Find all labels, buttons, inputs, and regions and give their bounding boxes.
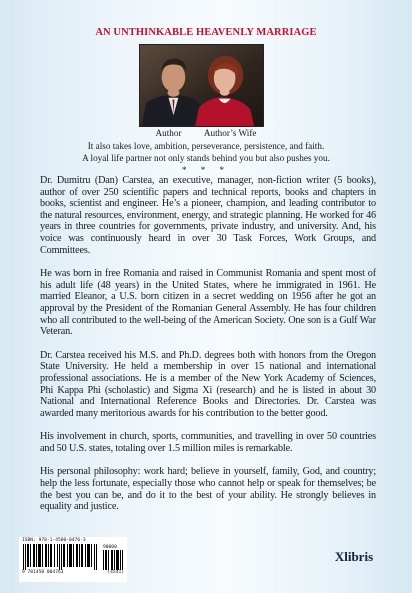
author-biography xyxy=(40,175,376,525)
bio-paragraph-education: Dr. Carstea received his M.S. and Ph.D. degrees both with honors from the Oregon State University. He held a membership in over 15 national and international professional associations. He is a member of the New York Academy of Sciences, Phi Kappa Phi (scholastic) and Sigma Xi (research) and he is listed in about 30 National and International Reference Books and Directories. Dr. Carstea was awarded many meritorious awards for his contribution to the better good. xyxy=(40,349,376,419)
barcode-code: (4541) xyxy=(107,570,124,575)
barcode-digits: 9 781450 004763 xyxy=(22,570,64,575)
author-couple-photo xyxy=(139,44,264,127)
bio-paragraph-philosophy: His personal philosophy: work hard; believe in yourself, family, God, and country; help the less fortunate, especially those who cannot help or speak for themselves; be the best you can be, and do it to the best of your ability. He strongly believes in equality and justice. xyxy=(40,466,376,513)
photo-caption xyxy=(0,128,412,138)
publisher-logo: Xlibris xyxy=(334,549,374,564)
barcode-digits-row xyxy=(22,570,124,575)
photo-image xyxy=(140,45,263,126)
addon-barcode-graphic xyxy=(103,550,123,570)
tagline-line-2: A loyal life partner not only stands behind you but also pushes you. xyxy=(82,153,330,163)
addon-price-code: 90000 xyxy=(103,545,117,550)
caption-author: Author xyxy=(155,128,182,138)
section-separator: * * * xyxy=(182,165,230,175)
isbn-number: ISBN: 978-1-4500-0476-3 xyxy=(22,538,86,543)
isbn-barcode xyxy=(19,537,127,582)
barcode-bars xyxy=(22,544,124,570)
tagline-line-1: It also takes love, ambition, perseverance, persistence, and faith. xyxy=(87,141,325,151)
bio-paragraph-career: Dr. Dumitru (Dan) Carstea, an executive, manager, non-fiction writer (5 books), author of over 250 scientific papers and technical reports, books and chapters in books, scientist and engineer. He’s a pioneer, champion, and leading contributor to the natural resources, environment, energy, and strategic planning. He worked for 46 years in three countries for governments, private industry, and university. And, his voice was continuously heard in over 30 Task Forces, Work Groups, and Committees. xyxy=(40,175,376,256)
bio-paragraph-travel: His involvement in church, sports, communities, and travelling in over 50 countries and 50 U.S. states, totaling over 1.5 million miles is remarkable. xyxy=(40,431,376,454)
ean-barcode-graphic xyxy=(22,544,100,570)
tagline xyxy=(0,140,412,164)
headline: AN UNTHINKABLE HEAVENLY MARRIAGE xyxy=(95,27,317,38)
caption-wife: Author’s Wife xyxy=(203,128,257,138)
addon-block xyxy=(103,545,123,570)
bio-paragraph-origins: He was born in free Romania and raised in Communist Romania and spent most of his adult life (48 years) in the United States, where he immigrated in 1961. He married Eleanor, a U.S. born citizen in a secret wedding on 1956 after he got an approval by the President of the Romanian General Assembly. He has four children who all contributed to the well-being of the American Society. One son is a Gulf War Veteran. xyxy=(40,268,376,338)
